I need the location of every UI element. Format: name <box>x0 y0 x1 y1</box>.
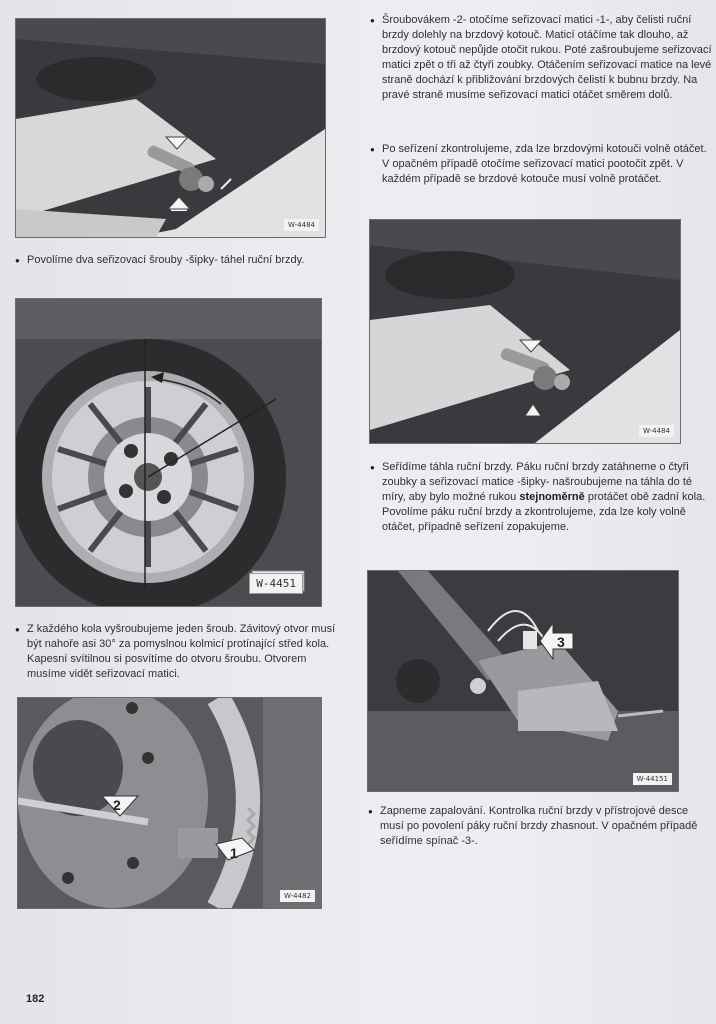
figure-cable-adjusters <box>15 18 326 238</box>
paragraph-adjust-cables-a: Seřídíme táhla ruční brzdy. Páku ruční brzdy zatáhneme o čtyři zoubky a seřizovací matice -šipky- našroubujeme na táhla do té míry, aby bylo možné rukou <box>382 461 692 503</box>
figure-code: W-4484 <box>639 425 674 437</box>
callout-2: 2 <box>113 797 121 813</box>
paragraph-check-discs: ● Po seřízení zkontrolujeme, zda lze brzdovými kotouči volně otáčet. V opačném případě otočíme seřizovací matici pootočit zpět. V každém případě se brzdové kotouče musí volně protáčet. <box>370 142 714 187</box>
paragraph-adjust-nut: ● Šroubovákem -2- otočíme seřizovací matici -1-, aby čelisti ruční brzdy dolehly na brzdový kotouč. Maticí otáčíme tak dlouho, až brzdový kotouč nepůjde otočit rukou. Poté zašroubujeme seřizovací matici zpět o tři až čtyři zoubky. Otáčením seřizovací matice na levé straně dochází k přibližování brzdových čelistí k bubnu brzdy. Na pravé straně musíme seřizovací matici otáčet směrem dolů. <box>370 13 714 103</box>
callout-1: 1 <box>230 845 238 861</box>
figure-code: W-4482 <box>280 890 315 902</box>
figure-handbrake-switch <box>367 570 679 792</box>
figure-code: W-4451 <box>249 573 303 594</box>
figure-cable-adjusters-2 <box>369 219 681 444</box>
callout-3: 3 <box>557 634 565 650</box>
paragraph-ignition-check: ● Zapneme zapalování. Kontrolka ruční brzdy v přístrojové desce musí po povolení páky ruční brzdy zhasnout. V opačném případě seřídíme spínač -3-. <box>368 804 712 849</box>
paragraph-adjust-cables <box>370 460 714 535</box>
paragraph-remove-bolt: ● Z každého kola vyšroubujeme jeden šroub. Závitový otvor musí být nahoře asi 30° za pomyslnou kolmicí protínající střed kola. Kapesní svítilnou si posvítíme do otvoru šroubu. Otvorem musíme vidět seřizovací matici. <box>15 622 345 682</box>
figure-code: W-44151 <box>633 773 672 785</box>
cable-adjusters-photo <box>16 19 325 237</box>
figure-code: W-4484 <box>284 219 319 231</box>
paragraph-adjust-cables-c: protáčet obě zadní kola. Povolíme páku ruční brzdy a zkontrolujeme, zda lze koly volně otáčet, případně seřízení zopakujeme. <box>382 491 706 533</box>
page-number: 182 <box>26 993 45 1005</box>
brake-drum-photo <box>18 698 321 908</box>
paragraph-adjust-cables-bold: stejnoměrně <box>519 491 585 503</box>
wheel-photo <box>16 299 321 606</box>
handbrake-switch-photo <box>368 571 678 791</box>
figure-wheel <box>15 298 322 607</box>
paragraph-loosen-adjusters: ● Povolíme dva seřizovací šrouby -šipky- táhel ruční brzdy. <box>15 253 345 268</box>
cable-adjusters-photo-2 <box>370 220 680 443</box>
figure-brake-drum <box>17 697 322 909</box>
